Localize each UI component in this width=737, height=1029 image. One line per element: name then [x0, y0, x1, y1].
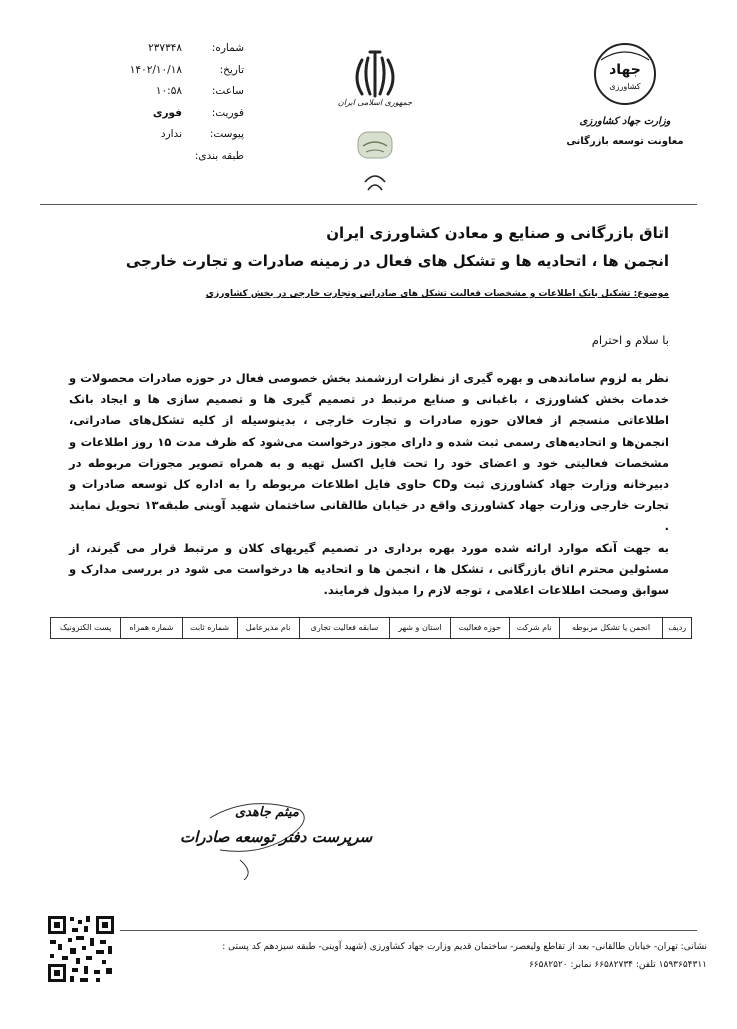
meta-row: [74, 38, 244, 60]
letter-meta: [74, 38, 244, 167]
signer-title: سرپرست دفتر توسعه صادرات: [180, 828, 373, 846]
deputy-name: معاونت توسعه بازرگانی: [566, 136, 684, 147]
logo-subtext: کشاورزی: [609, 82, 641, 91]
header-divider: [40, 204, 697, 205]
footer-address: نشانی: تهران- خیابان طالقانی- بعد از تقاطع ولیعصر- ساختمان قدیم وزارت جهاد کشاورزی (شهید آوینی- طبقه سیزدهم کد پستی :: [222, 942, 707, 952]
meta-label: پیوست:: [209, 128, 244, 140]
iran-emblem: [330, 40, 420, 210]
meta-label: طبقه بندی:: [194, 149, 244, 162]
body-paragraph-2: به جهت آنکه موارد ارائه شده مورد بهره برداری در تصمیم گیریهای کلان و مرتبط قرار می گیرند، از مسئولین محترم اتاق بازرگانی ، تشکل ها ، انجمن ها و اتحادیه ها درخواست می شود در بررسی مدارک و سوابق وصحت اطلاعات اعلامی ، توجه لازم را مبذول فرمایند.: [69, 541, 669, 598]
meta-label: ساعت:: [211, 85, 244, 97]
addressee-line-2: انجمن ها ، اتحادیه ها و تشکل های فعال در زمینه صادرات و تجارت خارجی: [125, 252, 669, 270]
meta-row: [74, 81, 244, 103]
table-column-header: پست الکترونیک: [51, 618, 121, 639]
table-column-header: ردیف: [663, 618, 692, 639]
table-column-header: حوزه فعالیت: [450, 618, 509, 639]
footer-contact: [147, 938, 707, 974]
meta-value: ۱۰:۵۸: [155, 85, 182, 97]
ministry-name: وزارت جهاد کشاورزی: [579, 116, 671, 127]
logo-text: جهاد: [609, 62, 641, 78]
table-header-row: [51, 618, 692, 639]
meta-row: [74, 146, 244, 168]
table-column-header: سابقه فعالیت تجاری: [299, 618, 390, 639]
addressee-line-1: اتاق بازرگانی و صنایع و معادن کشاورزی ایران: [326, 224, 669, 242]
meta-label: شماره:: [211, 42, 244, 54]
body-paragraph-1: نظر به لزوم ساماندهی و بهره گیری از نظرات ارزشمند بخش خصوصی فعال در حوزه صادرات محصولات و خدمات بخش کشاورزی ، باغبانی و صنایع مرتبط در تصمیم گیری ها و تصمیم سازی ها و ایجاد بانک اطلاعاتی منسجم از فعالان حوزه صادرات و تجارت خارجی ، بدینوسیله از کلیه تشکل‌های صادراتی، انجمن‌ها و اتحادیه‌های رسمی ثبت شده و دارای مجوز درخواست می‌شود که ظرف مدت ۱۵ روز اطلاعات و مشخصات فعالیتی خود و اعضای خود را تحت فایل اکسل تهیه و به همراه تصویر مجوزات مربوطه در دبیرخانه وزارت جهاد کشاورزی ثبت وCD حاوی فایل اطلاعات مربوطه را به اداره کل توسعه صادرات و تجارت خارجی وزارت جهاد کشاورزی واقع در خیابان طالقانی ساختمان شهید آوینی طبقه۱۳ تحویل نمایند .: [69, 371, 669, 534]
table-column-header: نام مدیرعامل: [237, 618, 299, 639]
greeting: با سلام و احترام: [591, 333, 669, 347]
signer-name: میثم جاهدی: [235, 805, 299, 820]
meta-value: فوری: [152, 106, 182, 119]
table-column-header: نام شرکت: [509, 618, 559, 639]
table-column-header: انجمن یا تشکل مربوطه: [559, 618, 663, 639]
meta-label: فوریت:: [211, 106, 244, 119]
footer-phones: ۱۵۹۳۶۵۴۳۱۱ تلفن: ۶۶۵۸۲۷۳۴ نمابر: ۶۶۵۸۲۵۲۰: [528, 960, 707, 970]
meta-value: ۱۴۰۲/۱۰/۱۸: [129, 63, 182, 76]
meta-row: [74, 60, 244, 82]
meta-value: ۲۳۷۳۴۸: [148, 42, 182, 54]
emblem-icon: [330, 40, 420, 210]
qr-code-icon: [46, 914, 116, 984]
table-column-header: شماره ثابت: [182, 618, 237, 639]
data-columns-table: [50, 617, 692, 639]
meta-value: ندارد: [160, 128, 182, 140]
table-column-header: شماره همراه: [121, 618, 182, 639]
table-column-header: استان و شهر: [390, 618, 450, 639]
meta-row: [74, 124, 244, 146]
ministry-logo: [555, 40, 695, 160]
meta-row: [74, 103, 244, 125]
meta-label: تاریخ:: [219, 63, 244, 76]
emblem-caption: جمهوری اسلامی ایران: [337, 98, 413, 107]
footer-divider: [120, 930, 697, 931]
subject-line: موضوع: تشکیل بانک اطلاعات و مشخصات فعالیت تشکل های صادراتی وتجارت خارجی در بخش کشاورزی: [205, 289, 669, 299]
